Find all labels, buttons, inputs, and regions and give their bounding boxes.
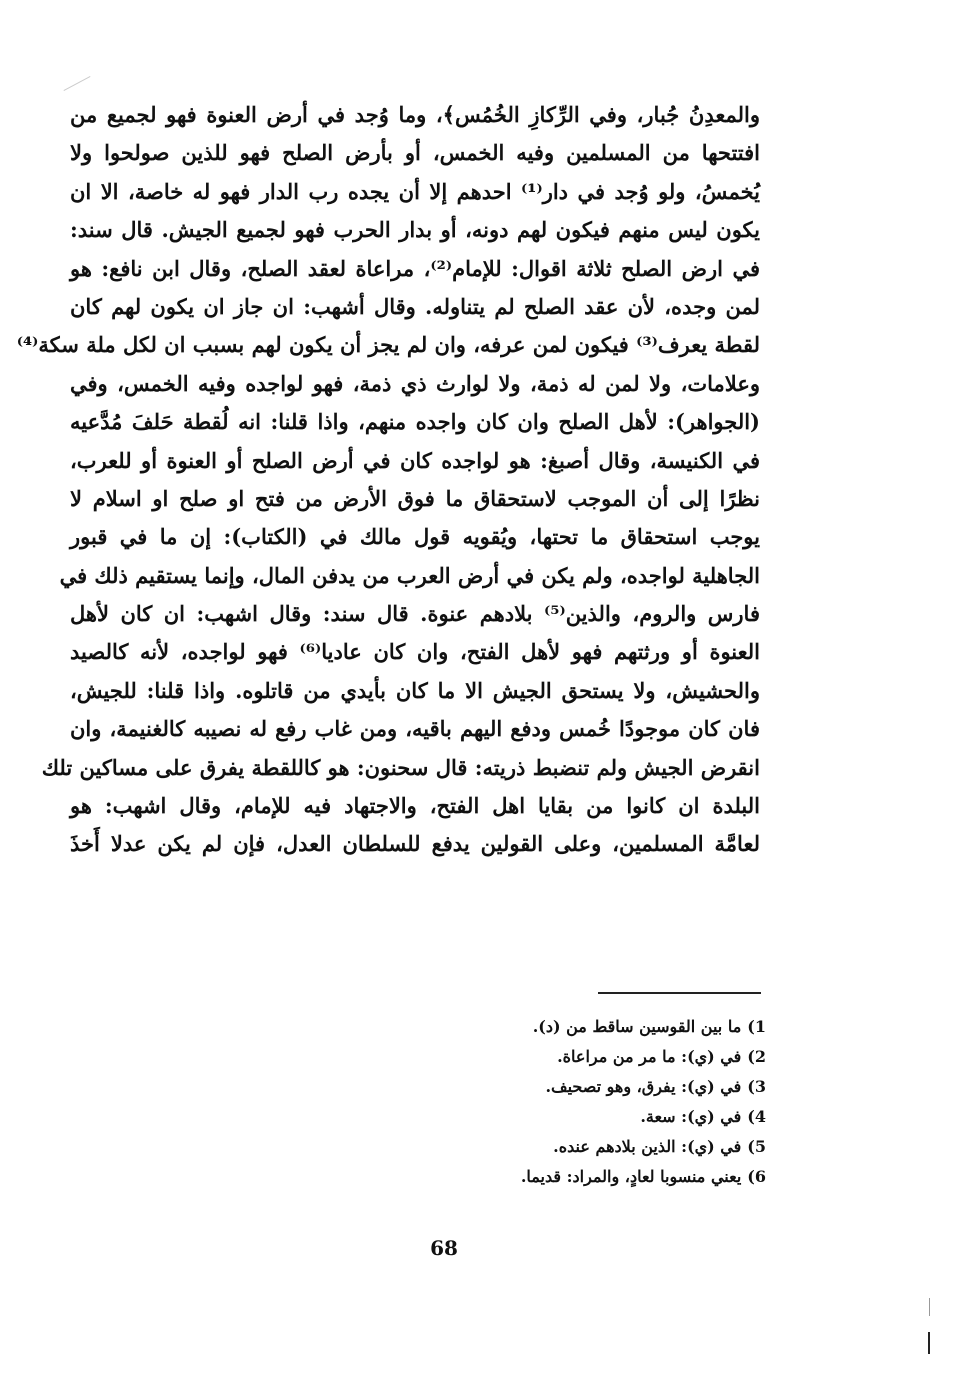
footnote-text: في (ي): سعة. bbox=[640, 1107, 742, 1126]
text-line: افتتحها من المسلمين وفيه الخمس، أو بأرض الصلح فهو للذين صولحوا ولا bbox=[70, 140, 760, 166]
footnote-text: في (ي): ما مر من مراعاة. bbox=[557, 1047, 742, 1066]
footnote bbox=[521, 1132, 766, 1162]
text-line: البلدة ان كانوا من بقايا اهل الفتح، والاجتهاد فيه للإمام، وقال اشهب: هو bbox=[70, 793, 760, 819]
text-line: يُخمسُ، ولو وُجد في دار⁽¹⁾ احدهم إلا أن يجده رب الدار فهو له خاصة، الا ان bbox=[70, 178, 760, 204]
text-line: (الجواهر): لأهل الصلح وان كان واجده منهم، واذا قلنا: انه لُقطة حَلفَ مُدَّعيه bbox=[70, 409, 760, 435]
footnote-number: 5) bbox=[747, 1137, 766, 1156]
text-line: في الكنيسة، وقال أصبغ: هو لواجده كان في أرض الصلح أو العنوة أو للعرب، bbox=[70, 447, 760, 473]
text-line: لعامَّة المسلمين، وعلى القولين يدفع للسلطان العدل، فإن لم يكن عدلا أَخذَ bbox=[70, 831, 760, 857]
footnote-number: 2) bbox=[747, 1047, 766, 1066]
text-line: والحشيش، ولا يستحق الجيش الا ما كان بأيدي من قاتلوه. واذا قلنا: للجيش، bbox=[70, 677, 760, 703]
text-line: الجاهلية لواجده، ولم يكن في أرض العرب من يدفن المال، وإنما يستقيم ذلك في bbox=[59, 562, 760, 588]
footnote bbox=[521, 1102, 766, 1132]
text-line: يكون ليس منهم فيكون لهم دونه، أو بدار الحرب فهو لجميع الجيش. قال سند: bbox=[70, 217, 760, 243]
footnote-text: يعني منسوبا لعادٍ، والمراد: قديما. bbox=[520, 1167, 742, 1186]
footnotes-block bbox=[521, 1012, 766, 1192]
footnote-text: في (ي): يفرق، وهو تصحيف. bbox=[545, 1077, 742, 1096]
text-line: يوجب استحقاق ما تحتها، ويُقويه قول مالك في (الكتاب): إن ما في قبور bbox=[70, 524, 760, 550]
text-line: لمن وجده، لأن عقد الصلح لم يتناوله. وقال أشهب: ان جاز ان يكون لهم كان bbox=[70, 293, 760, 319]
text-line: فان كان موجودًا خُمس ودفع اليهم باقيه، ومن غاب رفع له نصيبه كالغنيمة، وان bbox=[70, 716, 760, 742]
text-line: انقرض الجيش ولم تنضبط ذريته: قال سحنون: هو كاللقطة يفرق على مساكين تلك bbox=[41, 754, 760, 780]
footnote-separator bbox=[598, 992, 761, 994]
main-text-block bbox=[16, 96, 760, 864]
text-line: فارس والروم، والذين⁽⁵⁾ بلادهم عنوة. قال سند: وقال اشهب: ان كان لأهل bbox=[70, 601, 760, 627]
text-line: والمعدِنُ جُبار، وفي الرِّكازِ الخُمُس﴾، وما وُجد في أرض العنوة فهو لجميع من bbox=[70, 102, 760, 127]
text-line: نظرًا إلى أن الموجب لاستحقاق ما فوق الأرض من فتح او صلح او اسلام لا bbox=[70, 485, 760, 511]
footnote-number: 6) bbox=[747, 1167, 766, 1186]
scan-artifact bbox=[64, 76, 91, 91]
scan-artifact bbox=[929, 1298, 930, 1316]
footnote bbox=[521, 1042, 766, 1072]
page-number: 68 bbox=[430, 1236, 458, 1260]
text-line: لقطة يعرف⁽³⁾ فيكون لمن عرفه، وان لم يجز أن يكون لهم بسبب ان لكل ملة سكة⁽⁴⁾ bbox=[16, 332, 760, 358]
footnote bbox=[521, 1162, 766, 1192]
text-line: العنوة أو ورثتهم فهو لأهل الفتح، وان كان عاديا⁽⁶⁾ فهو لواجده، لأنه كالصيد bbox=[70, 639, 760, 665]
text-line: وعلامات، ولا لمن له ذمة، ولا لوارث ذي ذمة، فهو لواجده وفيه الخمس، وفي bbox=[70, 370, 760, 396]
footnote bbox=[521, 1012, 766, 1042]
footnote-number: 4) bbox=[747, 1107, 766, 1126]
footnote-number: 3) bbox=[747, 1077, 766, 1096]
footnote-number: 1) bbox=[747, 1017, 766, 1036]
footnote bbox=[521, 1072, 766, 1102]
footnote-text: في (ي): الذين بلادهم عنده. bbox=[553, 1137, 742, 1156]
text-line: في ارض الصلح ثلاثة اقوال: للإمام⁽²⁾، مراعاة لعقد الصلح، وقال ابن نافع: هو bbox=[70, 255, 760, 281]
footnote-text: ما بين القوسين ساقط من (د). bbox=[532, 1017, 742, 1036]
scan-artifact bbox=[928, 1332, 930, 1354]
